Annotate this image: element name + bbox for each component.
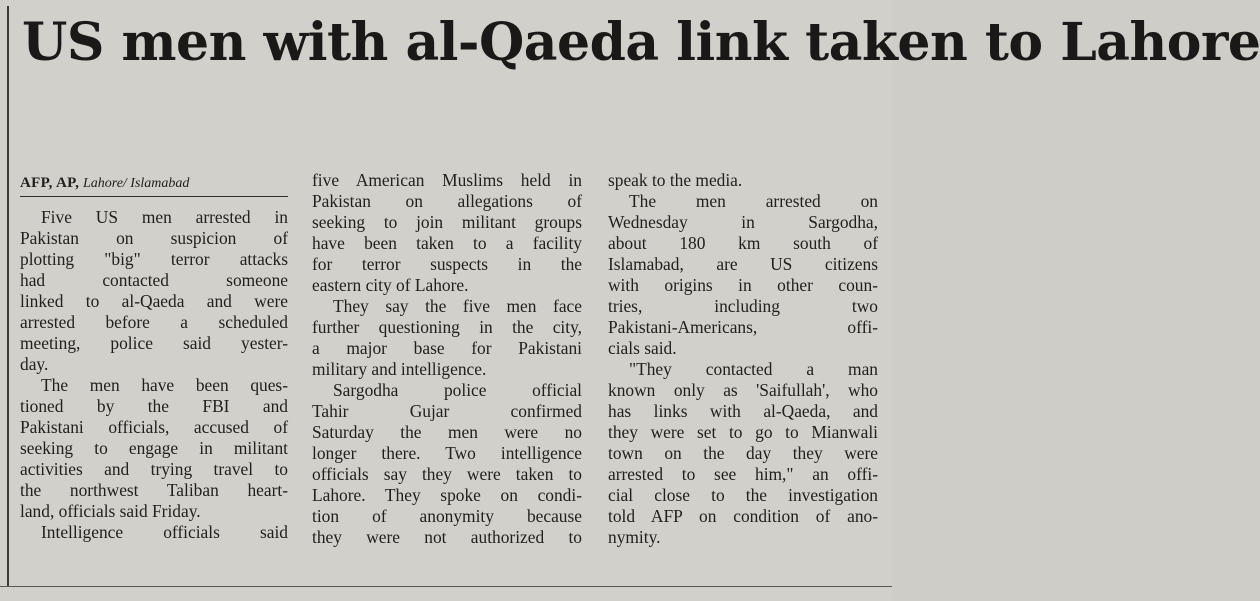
article-line: Pakistan on suspicion of — [20, 228, 288, 248]
article-line: further questioning in the city, — [312, 317, 582, 337]
article-line: tion of anonymity because — [312, 506, 582, 526]
headline — [22, 10, 1260, 76]
article-line: town on the day they were — [608, 443, 878, 463]
article-line: meeting, police said yester- — [20, 333, 288, 353]
article-line: activities and trying travel to — [20, 459, 288, 479]
article-line: linked to al-Qaeda and were — [20, 291, 288, 311]
article-line: known only as 'Saifullah', who — [608, 380, 878, 400]
article-line: arrested before a scheduled — [20, 312, 288, 332]
article-line: Pakistan on allegations of — [312, 191, 582, 211]
article-line: officials say they were taken to — [312, 464, 582, 484]
bottom-rule — [0, 586, 892, 587]
column-rule — [7, 6, 9, 586]
article-line: for terror suspects in the — [312, 254, 582, 274]
article-line: Lahore. They spoke on condi- — [312, 485, 582, 505]
article-column-1 — [20, 170, 288, 543]
article-line: They say the five men face — [333, 296, 582, 316]
article-line: Wednesday in Sargodha, — [608, 212, 878, 232]
headline-text: US men with al-Qaeda link taken to Lahore — [22, 12, 1260, 73]
article-line: eastern city of Lahore. — [312, 275, 469, 295]
byline-dateline: Lahore/ Islamabad — [82, 176, 190, 191]
article-line: The men arrested on — [629, 191, 878, 211]
article-line: Five US men arrested in — [41, 207, 288, 227]
article-line: seeking to join militant groups — [312, 212, 582, 232]
article-line: had contacted someone — [20, 270, 288, 290]
article-line: with origins in other coun- — [608, 275, 878, 295]
article-line: speak to the media. — [608, 170, 743, 190]
article-line: has links with al-Qaeda, and — [608, 401, 878, 421]
article-line: tioned by the FBI and — [20, 396, 288, 416]
article-line: arrested to see him," an offi- — [608, 464, 878, 484]
article-line: have been taken to a facility — [312, 233, 582, 253]
article-line: a major base for Pakistani — [312, 338, 582, 358]
article-line: they were set to go to Mianwali — [608, 422, 878, 442]
byline-agencies: AFP, AP, — [20, 175, 80, 191]
column-text — [312, 170, 582, 548]
article-line: plotting "big" terror attacks — [20, 249, 288, 269]
article-line: military and intelligence. — [312, 359, 487, 379]
article-line: Pakistani officials, accused of — [20, 417, 288, 437]
article-line: Intelligence officials said — [41, 522, 288, 542]
article-line: day. — [20, 354, 49, 374]
article-line: tries, including two — [608, 296, 878, 316]
article-line: cial close to the investigation — [608, 485, 878, 505]
article-line: seeking to engage in militant — [20, 438, 288, 458]
article-line: cials said. — [608, 338, 677, 358]
article-column-3 — [608, 170, 878, 548]
article-line: told AFP on condition of ano- — [608, 506, 878, 526]
article-line: about 180 km south of — [608, 233, 878, 253]
article-line: Pakistani-Americans, offi- — [608, 317, 878, 337]
article-line: "They contacted a man — [629, 359, 878, 379]
article-line: the northwest Taliban heart- — [20, 480, 288, 500]
article-line: Islamabad, are US citizens — [608, 254, 878, 274]
column-text — [20, 207, 288, 543]
article-line: Saturday the men were no — [312, 422, 582, 442]
article-column-2 — [312, 170, 582, 548]
article-line: five American Muslims held in — [312, 170, 582, 190]
article-line: nymity. — [608, 527, 661, 547]
article-line: they were not authorized to — [312, 527, 582, 547]
column-text — [608, 170, 878, 548]
article-line: land, officials said Friday. — [20, 501, 201, 521]
article-line: Sargodha police official — [333, 380, 582, 400]
article-line: Tahir Gujar confirmed — [312, 401, 582, 421]
article-line: longer there. Two intelligence — [312, 443, 582, 463]
article-line: The men have been ques- — [41, 375, 288, 395]
byline — [20, 170, 288, 197]
